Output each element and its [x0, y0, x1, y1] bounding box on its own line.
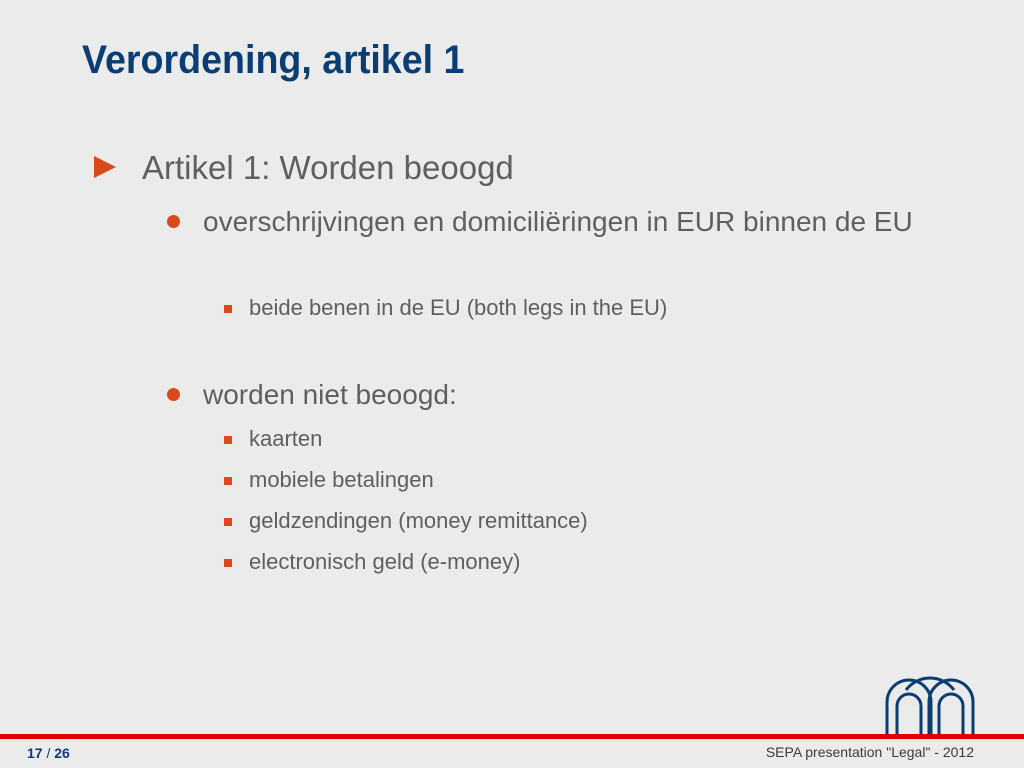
bullet-level1: [94, 149, 514, 187]
square-bullet-icon: [224, 559, 232, 567]
bullet-level3-item: [224, 507, 588, 535]
bullet-level2-text: overschrijvingen en domiciliëringen in EUR binnen de EU: [203, 206, 913, 237]
bullet-level3-text: beide benen in de EU (both legs in the EU): [249, 295, 668, 320]
page-total: 26: [54, 745, 70, 761]
bullet-level1-text: Artikel 1: Worden beoogd: [142, 149, 514, 186]
round-bullet-icon: [167, 388, 180, 401]
arches-logo-icon: [884, 676, 976, 734]
bullet-level3-item: [224, 425, 322, 453]
bullet-level3-text: geldzendingen (money remittance): [249, 508, 588, 533]
page-number: [27, 745, 70, 761]
footer-rule: [0, 734, 1024, 739]
slide-title: Verordening, artikel 1: [82, 38, 465, 82]
bullet-level3-item: [224, 466, 434, 494]
square-bullet-icon: [224, 518, 232, 526]
bullet-level2-excluded: [166, 375, 983, 415]
square-bullet-icon: [224, 436, 232, 444]
page-separator: /: [42, 745, 55, 761]
bullet-level3-text: kaarten: [249, 426, 323, 451]
footer-caption: SEPA presentation "Legal" - 2012: [765, 744, 974, 760]
bullet-level2-transfers: [166, 202, 983, 242]
round-bullet-icon: [167, 215, 180, 228]
square-bullet-icon: [224, 305, 232, 313]
bullet-level3-item: [224, 548, 520, 576]
triangle-bullet-icon: [94, 156, 116, 178]
square-bullet-icon: [224, 477, 232, 485]
bullet-level3-text: mobiele betalingen: [249, 467, 434, 492]
bullet-level2-text: worden niet beoogd:: [203, 379, 457, 410]
bullet-level3-item: [224, 294, 667, 322]
page-current: 17: [27, 745, 43, 761]
bullet-level3-text: electronisch geld (e-money): [249, 549, 521, 574]
